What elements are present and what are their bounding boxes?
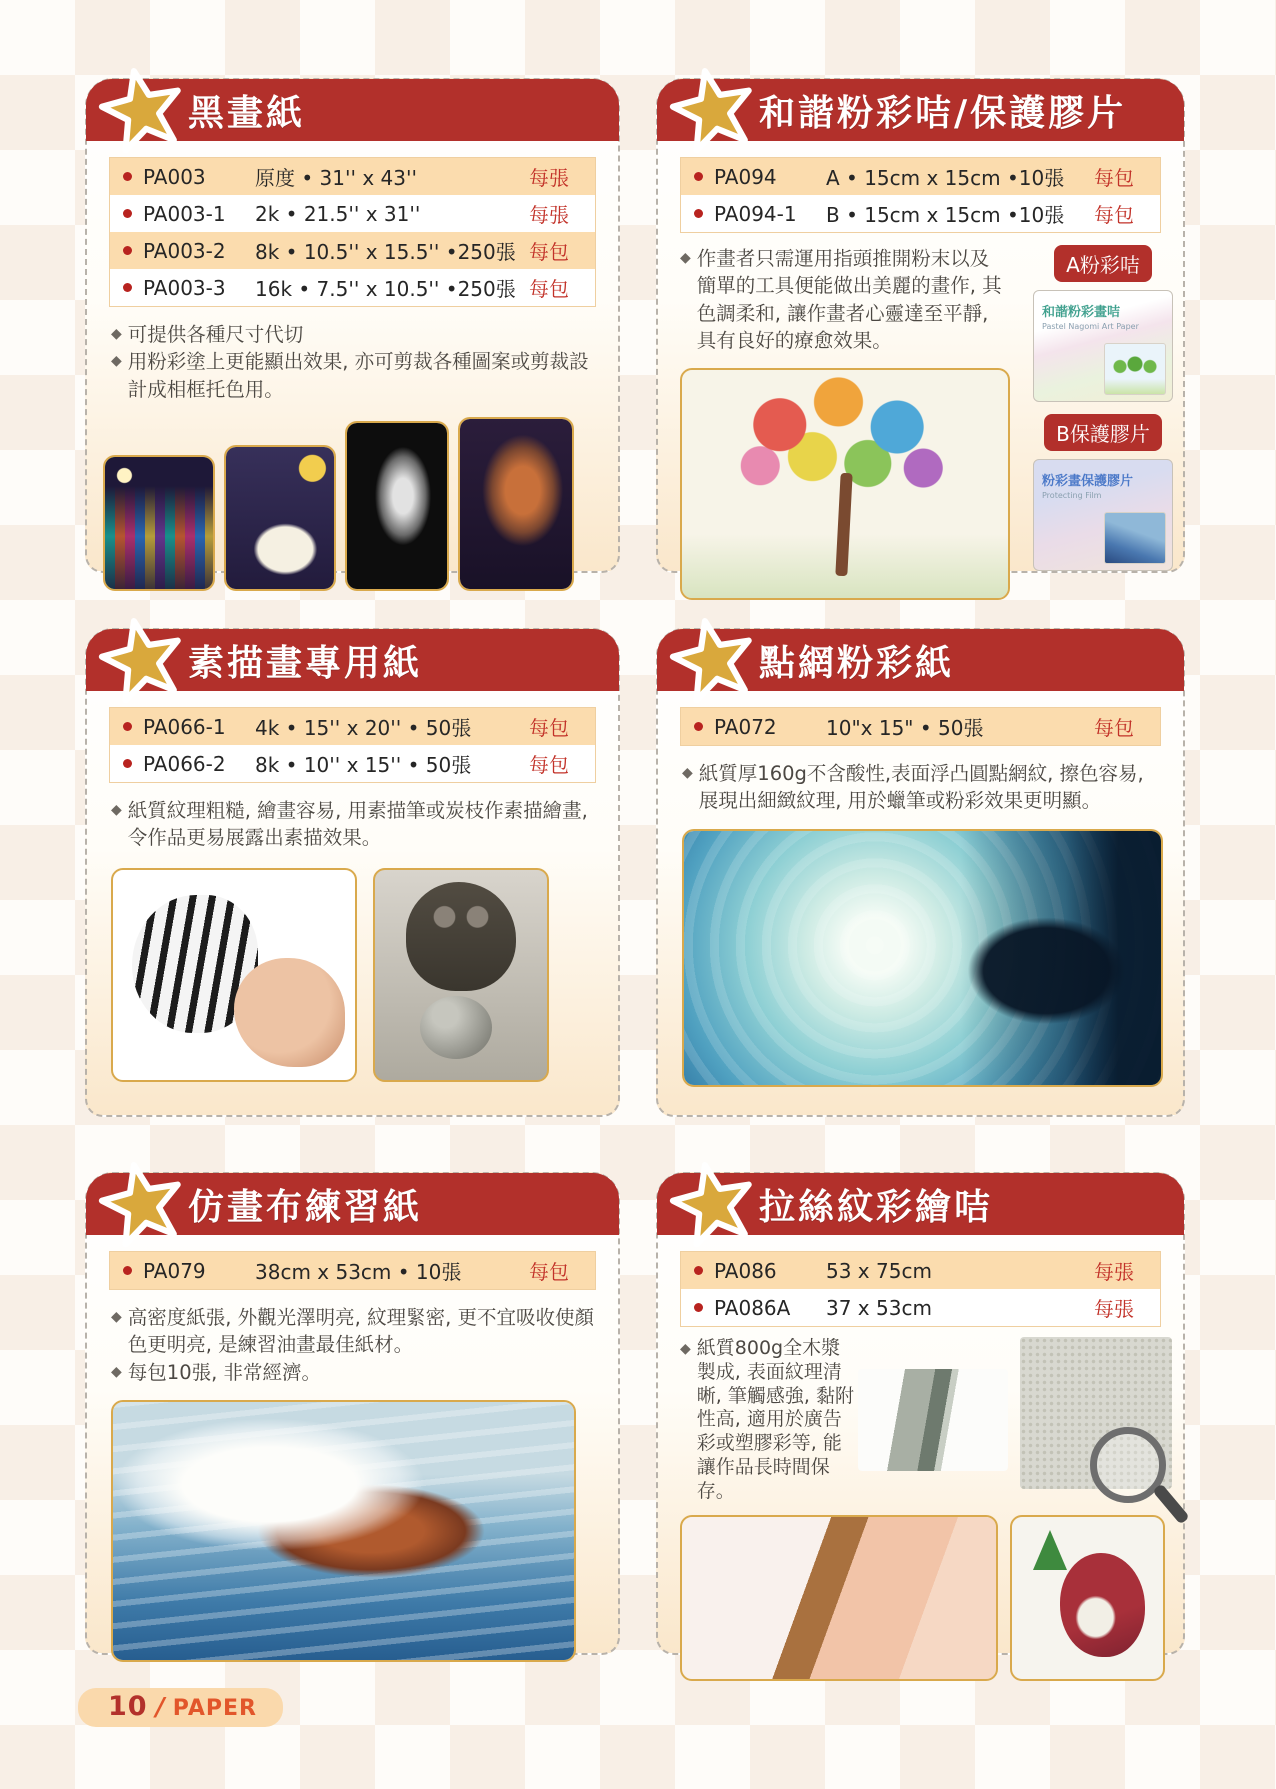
diamond-bullet-icon: ◆ <box>682 765 693 781</box>
badge-protective-film: B保護膠片 <box>1044 414 1162 451</box>
note-item: ◆ 作畫者只需運用指頭推開粉末以及簡單的工具便能做出美麗的畫作, 其色調柔和, 讓作畫者心靈達至平靜, 具有良好的療愈效果。 <box>680 245 1004 354</box>
table-row <box>110 745 595 782</box>
star-icon <box>669 65 757 153</box>
section-header <box>657 79 1184 141</box>
pack-artwork-thumbnail <box>1104 512 1166 564</box>
notes-list <box>680 1337 858 1503</box>
bullet-icon <box>123 172 132 181</box>
section-card-canvas-practice-paper <box>85 1172 620 1655</box>
section-body <box>658 233 1183 600</box>
diamond-bullet-icon: ◆ <box>111 1309 122 1325</box>
notes-list <box>111 321 594 403</box>
pack-subtitle: Protecting Film <box>1042 491 1102 500</box>
catalog-grid <box>85 78 1185 1655</box>
artwork-ocean-wave-oil-painting-image <box>111 1400 576 1662</box>
product-spec: 8k • 10'' x 15'' • 50張 <box>255 753 472 777</box>
page-number: 10 <box>108 1691 148 1722</box>
table-row <box>110 195 595 232</box>
product-table <box>680 1251 1161 1327</box>
product-table <box>109 707 596 783</box>
section-left-column <box>680 1337 858 1503</box>
pack-title: 和諧粉彩畫咭 <box>1042 305 1121 320</box>
bullet-icon <box>694 722 703 731</box>
section-card-dot-grid-pastel-paper <box>656 628 1185 1117</box>
product-spec: 37 x 53cm <box>826 1295 932 1320</box>
star-icon <box>98 615 186 703</box>
artwork-zebra-sketch-image <box>111 868 357 1082</box>
product-code: PA094-1 <box>714 201 797 226</box>
page-label: PAPER <box>172 1696 257 1721</box>
product-spec: 原度 • 31'' x 43'' <box>255 166 417 190</box>
product-code: PA072 <box>714 714 777 739</box>
section-card-black-paper <box>85 78 620 573</box>
section-card-textured-art-card <box>656 1172 1185 1655</box>
magnifier-icon <box>1090 1427 1166 1503</box>
page-divider: / <box>155 1692 165 1721</box>
product-spec: 10"x 15" • 50張 <box>826 716 984 740</box>
product-unit: 每包 <box>529 716 569 740</box>
artwork-owl-still-life-image <box>373 868 549 1082</box>
product-unit: 每包 <box>1094 716 1134 740</box>
artwork-rainbow-tree-image <box>680 368 1010 600</box>
diamond-bullet-icon: ◆ <box>680 1341 691 1357</box>
table-row <box>110 158 595 195</box>
badge-pastel-card: A粉彩咭 <box>1054 245 1152 282</box>
product-spec: 8k • 10.5'' x 15.5'' •250張 <box>255 240 516 264</box>
bullet-icon <box>123 283 132 292</box>
star-icon <box>669 615 757 703</box>
product-code: PA094 <box>714 164 777 189</box>
table-row <box>681 195 1160 232</box>
protective-film-pack-photo <box>1033 459 1173 571</box>
table-row <box>110 708 595 745</box>
table-row <box>110 269 595 306</box>
product-table <box>109 157 596 307</box>
artwork-penguin-christmas-image <box>1010 1515 1165 1681</box>
star-icon <box>98 1159 186 1247</box>
section-title: 黑畫紙 <box>188 92 306 134</box>
product-spec: 38cm x 53cm • 10張 <box>255 1260 462 1284</box>
product-code: PA003-2 <box>143 238 226 263</box>
product-code: PA066-2 <box>143 751 226 776</box>
product-unit: 每包 <box>1094 166 1134 190</box>
pastel-card-pack-photo <box>1033 290 1173 402</box>
bullet-icon <box>123 722 132 731</box>
product-table <box>680 157 1161 233</box>
product-unit: 每包 <box>1094 203 1134 227</box>
section-header <box>657 629 1184 691</box>
note-item: ◆ 紙質厚160g不含酸性,表面浮凸圓點網紋, 擦色容易,展現出細緻紋理, 用於蠟筆或粉彩效果更明顯。 <box>682 760 1159 815</box>
table-row <box>681 158 1160 195</box>
bullet-icon <box>123 759 132 768</box>
star-icon <box>669 1159 757 1247</box>
section-header <box>86 629 619 691</box>
star-icon <box>98 65 186 153</box>
diamond-bullet-icon: ◆ <box>111 326 122 342</box>
section-header <box>86 1173 619 1235</box>
pack-title: 粉彩畫保護膠片 <box>1042 474 1134 489</box>
section-right-column <box>858 1337 1172 1503</box>
section-title: 素描畫專用紙 <box>188 642 423 684</box>
product-table <box>680 707 1161 746</box>
footer-page-pill <box>78 1688 283 1727</box>
section-title: 拉絲紋彩繪咭 <box>759 1186 994 1228</box>
diamond-bullet-icon: ◆ <box>111 353 122 370</box>
artwork-strip <box>658 1503 1183 1681</box>
product-unit: 每張 <box>1094 1297 1134 1321</box>
table-row <box>681 1289 1160 1326</box>
artwork-strip <box>87 852 618 1082</box>
product-code: PA079 <box>143 1258 206 1283</box>
table-row <box>681 708 1160 745</box>
note-item: ◆ 紙質紋理粗糙, 繪畫容易, 用素描筆或炭枝作素描繪畫, 令作品更易展露出素描效果。 <box>111 797 594 852</box>
product-unit: 每包 <box>529 753 569 777</box>
diamond-bullet-icon: ◆ <box>111 802 122 818</box>
canvas-texture-photo <box>1020 1337 1172 1489</box>
section-right-column <box>1024 245 1182 600</box>
paper-edge-photo <box>858 1369 1008 1471</box>
diamond-bullet-icon: ◆ <box>111 1363 122 1380</box>
bullet-icon <box>123 209 132 218</box>
section-left-column <box>680 245 1010 600</box>
bullet-icon <box>694 209 703 218</box>
product-spec: A • 15cm x 15cm •10張 <box>826 166 1065 190</box>
product-spec: B • 15cm x 15cm •10張 <box>826 203 1065 227</box>
product-code: PA086 <box>714 1258 777 1283</box>
artwork-portrait-image <box>458 417 574 591</box>
notes-list <box>111 1304 594 1386</box>
bullet-icon <box>694 1303 703 1312</box>
artwork-swan-image <box>224 445 336 591</box>
section-title: 仿畫布練習紙 <box>188 1186 423 1228</box>
product-code: PA003-3 <box>143 275 226 300</box>
table-row <box>110 232 595 269</box>
table-row <box>681 1252 1160 1289</box>
artwork-neon-city-image <box>103 455 215 591</box>
product-unit: 每包 <box>529 240 569 264</box>
diamond-bullet-icon: ◆ <box>680 250 691 266</box>
artwork-cat-moonlight-image <box>682 829 1163 1087</box>
artwork-ballerina-image <box>345 421 449 591</box>
table-row <box>110 1252 595 1289</box>
bullet-icon <box>694 1266 703 1275</box>
product-code: PA066-1 <box>143 714 226 739</box>
note-item: ◆ 紙質800g全木漿製成, 表面紋理清晰, 筆觸感強, 黏附性高, 適用於廣告彩或塑膠彩等, 能讓作品長時間保存。 <box>680 1337 854 1502</box>
product-unit: 每包 <box>529 277 569 301</box>
artwork-paint-stroke-image <box>680 1515 998 1681</box>
bullet-icon <box>123 246 132 255</box>
notes-list <box>682 760 1159 815</box>
note-item: ◆ 高密度紙張, 外觀光澤明亮, 紋理緊密, 更不宜吸收使顏色更明亮, 是練習油畫最佳紙材。 <box>111 1304 594 1359</box>
product-spec: 53 x 75cm <box>826 1258 932 1283</box>
product-unit: 每張 <box>529 166 569 190</box>
section-card-pastel-card <box>656 78 1185 573</box>
section-title: 和諧粉彩咭/保護膠片 <box>759 92 1127 134</box>
section-card-sketch-paper <box>85 628 620 1117</box>
product-unit: 每包 <box>529 1260 569 1284</box>
note-item: ◆ 可提供各種尺寸代切 <box>111 321 594 348</box>
note-item: ◆ 每包10張, 非常經濟。 <box>111 1359 594 1386</box>
product-code: PA003 <box>143 164 206 189</box>
artwork-strip <box>87 403 618 591</box>
section-body <box>658 1327 1183 1503</box>
product-unit: 每張 <box>1094 1260 1134 1284</box>
product-spec: 2k • 21.5'' x 31'' <box>255 201 421 226</box>
notes-list <box>111 797 594 852</box>
bullet-icon <box>123 1266 132 1275</box>
bullet-icon <box>694 172 703 181</box>
section-header <box>86 79 619 141</box>
product-code: PA003-1 <box>143 201 226 226</box>
product-code: PA086A <box>714 1295 791 1320</box>
product-spec: 4k • 15'' x 20'' • 50張 <box>255 716 472 740</box>
pack-artwork-thumbnail <box>1104 343 1166 395</box>
note-item: ◆ 用粉彩塗上更能顯出效果, 亦可剪裁各種圖案或剪裁設計成相框托色用。 <box>111 348 594 403</box>
section-header <box>657 1173 1184 1235</box>
section-title: 點網粉彩紙 <box>759 642 955 684</box>
notes-list <box>680 245 1004 354</box>
product-table <box>109 1251 596 1290</box>
product-spec: 16k • 7.5'' x 10.5'' •250張 <box>255 277 516 301</box>
product-unit: 每張 <box>529 203 569 227</box>
pack-subtitle: Pastel Nagomi Art Paper <box>1042 322 1139 331</box>
